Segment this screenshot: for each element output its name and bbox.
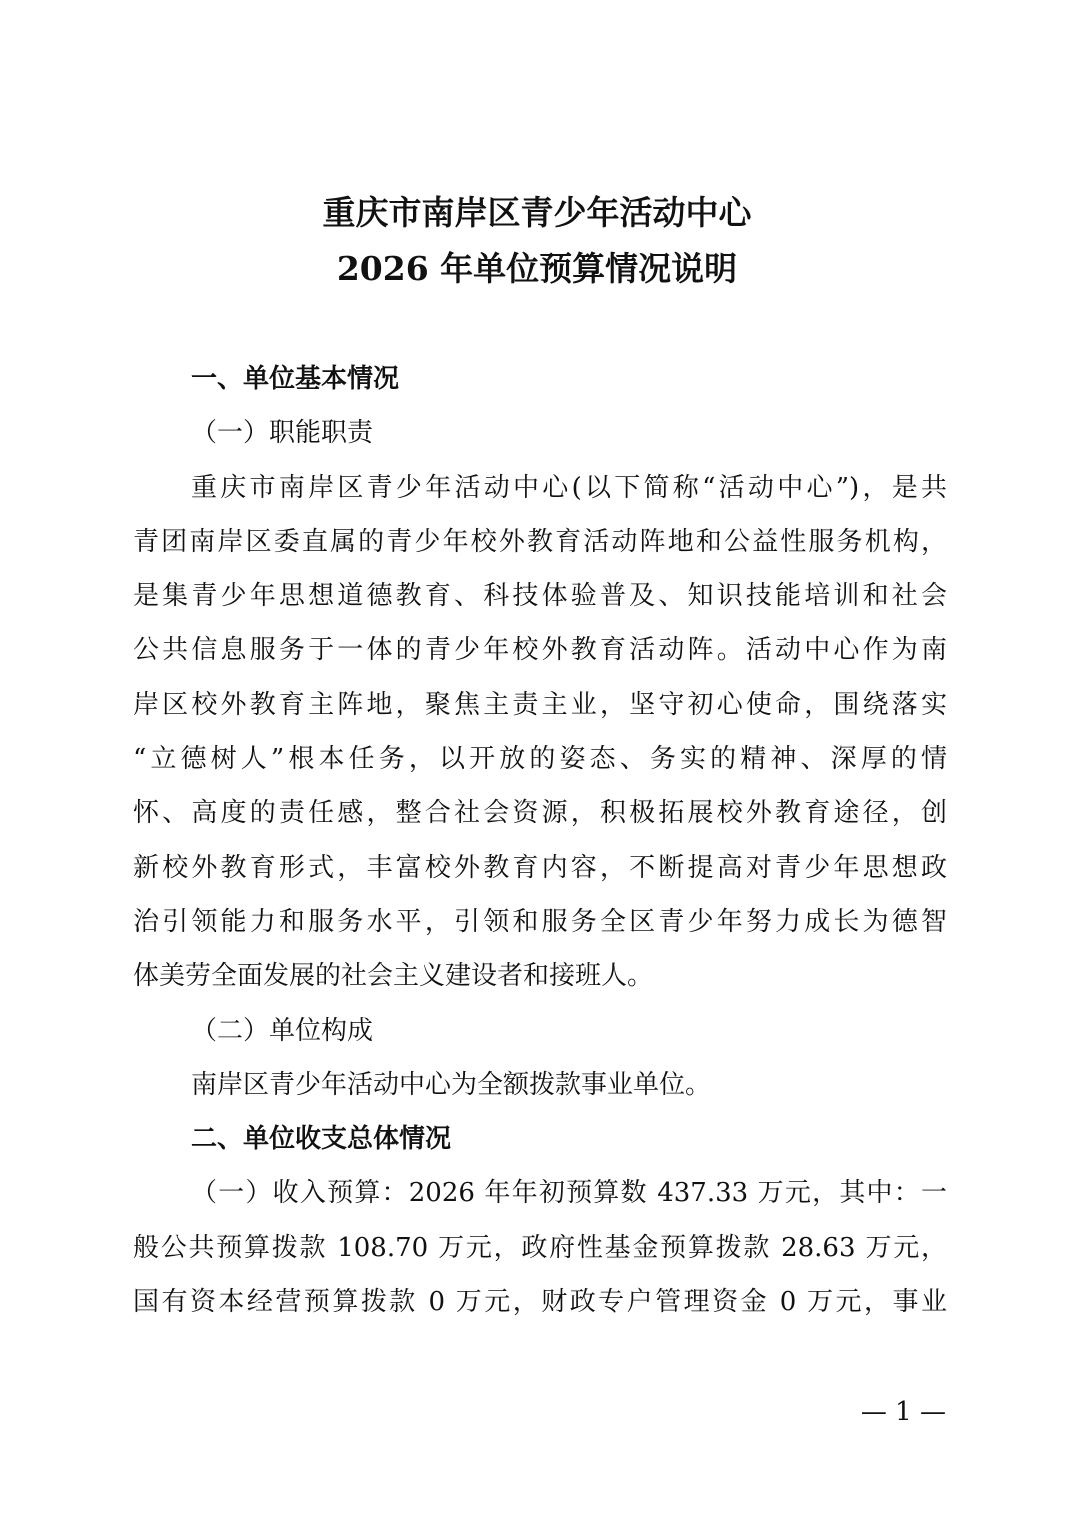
paragraph-functions (133, 461, 947, 1004)
document-title (0, 185, 1074, 297)
paragraph-income-budget (133, 1166, 947, 1329)
section-heading-budget-overview: 二、单位收支总体情况 (191, 1124, 452, 1155)
paragraph-line: “立德树人”根本任务，以开放的姿态、务实的精神、深厚的情 (133, 744, 947, 775)
paragraph-line: 重庆市南岸区青少年活动中心(以下简称“活动中心”)，是共 (191, 472, 947, 503)
subsection-heading-functions: （一）职能职责 (191, 418, 374, 449)
paragraph-line: 岸区校外教育主阵地，聚焦主责主业，坚守初心使命，围绕落实 (133, 689, 947, 720)
paragraph-line: 公共信息服务于一体的青少年校外教育活动阵。活动中心作为南 (133, 635, 947, 666)
paragraph-line: 青团南岸区委直属的青少年校外教育活动阵地和公益性服务机构， (133, 526, 947, 557)
paragraph-line: 新校外教育形式，丰富校外教育内容，不断提高对青少年思想政 (133, 852, 947, 883)
title-line-2: 2026 年单位预算情况说明 (336, 249, 738, 288)
paragraph-line: （一）收入预算：2026 年年初预算数 437.33 万元，其中：一 (191, 1178, 947, 1209)
paragraph-line: 般公共预算拨款 108.70 万元，政府性基金预算拨款 28.63 万元， (133, 1232, 947, 1263)
paragraph-line: 国有资本经营预算拨款 0 万元，财政专户管理资金 0 万元，事业 (133, 1287, 947, 1318)
document-body (133, 352, 947, 1329)
section-heading-basic-info: 一、单位基本情况 (191, 364, 400, 394)
subsection-heading-composition: （二）单位构成 (191, 1015, 374, 1046)
page-number: — 1 — (860, 1397, 946, 1427)
title-line-1: 重庆市南岸区青少年活动中心 (322, 193, 752, 232)
paragraph-composition: 南岸区青少年活动中心为全额拨款事业单位。 (191, 1069, 712, 1100)
paragraph-line: 是集青少年思想道德教育、科技体验普及、知识技能培训和社会 (133, 581, 947, 612)
paragraph-line: 治引领能力和服务水平，引领和服务全区青少年努力成长为德智 (133, 906, 947, 937)
paragraph-line: 体美劳全面发展的社会主义建设者和接班人。 (133, 961, 654, 992)
paragraph-line: 怀、高度的责任感，整合社会资源，积极拓展校外教育途径，创 (133, 798, 947, 829)
